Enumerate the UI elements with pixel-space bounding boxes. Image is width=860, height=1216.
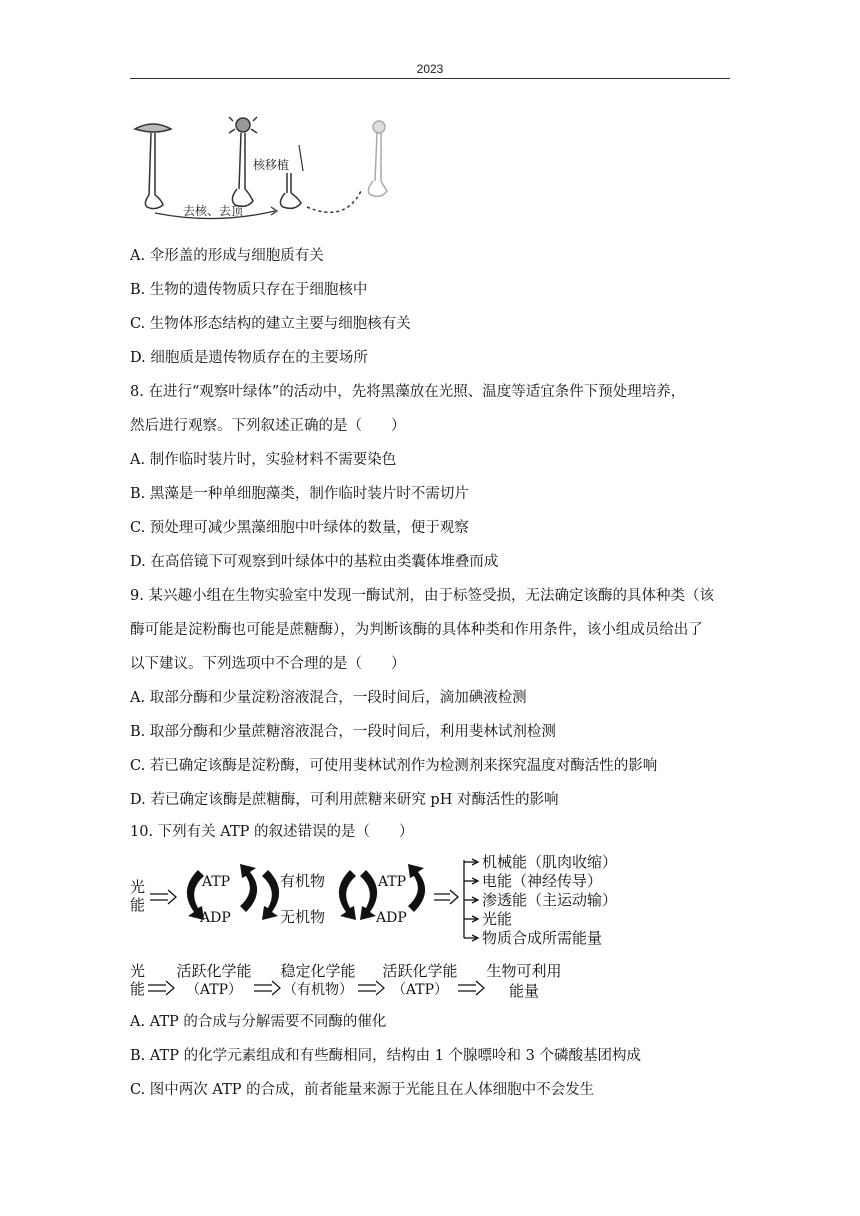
q10-option-a: A. ATP 的合成与分解需要不同酶的催化 (130, 1014, 387, 1030)
q10-option-b: B. ATP 的化学元素组成和有些酶相同，结构由 1 个腺嘌呤和 3 个磷酸基团构成 (130, 1048, 641, 1064)
fig2-stage2-top: 稳定化学能 (280, 962, 356, 980)
fig1-output-4: 光能 (482, 910, 513, 928)
q8-option-d: D. 在高倍镜下可观察到叶绿体中的基粒由类囊体堆叠而成 (130, 554, 499, 570)
remove-nucleus-label: 去核、去顶 (183, 204, 244, 218)
fig1-atp-right: ATP (378, 874, 407, 890)
atp-cycle-figure (128, 850, 648, 950)
q10-option-c: C. 图中两次 ATP 的合成，前者能量来源于光能且在人体细胞中不会发生 (130, 1082, 595, 1098)
q7-option-b: B. 生物的遗传物质只存在于细胞核中 (130, 282, 368, 298)
fig2-light-1: 光 (130, 962, 146, 980)
energy-flow-figure (128, 958, 608, 1010)
q9-option-b: B. 取部分酶和少量蔗糖溶液混合，一段时间后，利用斐林试剂检测 (130, 724, 556, 740)
fig1-inorganic: 无机物 (280, 908, 326, 926)
fig1-output-3: 渗透能（主运动输） (482, 891, 618, 909)
q9-option-c: C. 若已确定该酶是淀粉酶，可使用斐林试剂作为检测剂来探究温度对酶活性的影响 (130, 758, 658, 774)
fig2-light-2: 能 (130, 980, 146, 998)
page-header-year: 2023 (416, 62, 444, 76)
fig2-stage3-top: 活跃化学能 (382, 962, 458, 980)
fig2-stage4-bottom: 能量 (508, 982, 540, 1000)
fig2-stage1-bottom: （ATP） (185, 982, 243, 998)
q8-option-c: C. 预处理可减少黑藻细胞中叶绿体的数量，便于观察 (130, 520, 469, 536)
fig2-stage3-bottom: （ATP） (391, 982, 449, 998)
fig2-stage2-bottom: （有机物） (283, 982, 353, 998)
q7-option-c: C. 生物体形态结构的建立主要与细胞核有关 (130, 316, 411, 332)
transplant-label: 核移植 (253, 158, 290, 172)
fig1-adp-right: ADP (376, 910, 407, 926)
fig1-organic: 有机物 (280, 872, 326, 890)
q9-stem-line1: 9. 某兴趣小组在生物实验室中发现一酶试剂，由于标签受损，无法确定该酶的具体种类（该 (130, 588, 714, 604)
acetabularia-figure (125, 115, 405, 225)
q7-option-d: D. 细胞质是遗传物质存在的主要场所 (130, 350, 368, 366)
fig1-output-1: 机械能（肌肉收缩） (482, 853, 618, 871)
fig2-stage4-top: 生物可利用 (486, 962, 562, 980)
fig1-light-2: 能 (130, 896, 146, 914)
q8-option-b: B. 黑藻是一种单细胞藻类，制作临时装片时不需切片 (130, 486, 469, 502)
q8-option-a: A. 制作临时装片时，实验材料不需要染色 (130, 452, 397, 468)
q9-stem-line2: 酶可能是淀粉酶也可能是蔗糖酶），为判断该酶的具体种类和作用条件，该小组成员给出了 (130, 622, 703, 638)
fig1-atp-left: ATP (202, 874, 231, 890)
fig1-adp-left: ADP (200, 910, 231, 926)
q9-option-d: D. 若已确定该酶是蔗糖酶，可利用蔗糖来研究 pH 对酶活性的影响 (130, 792, 559, 808)
fig1-output-2: 电能（神经传导） (482, 872, 603, 890)
q9-stem-line3: 以下建议。下列选项中不合理的是（ ） (130, 656, 406, 672)
q8-stem-line1: 8. 在进行“观察叶绿体”的活动中，先将黑藻放在光照、温度等适宜条件下预处理培养， (130, 384, 686, 400)
fig1-light-1: 光 (130, 878, 146, 896)
q8-stem-line2: 然后进行观察。下列叙述正确的是（ ） (130, 418, 406, 434)
fig1-output-5: 物质合成所需能量 (482, 929, 603, 947)
header-divider (130, 78, 730, 79)
q9-option-a: A. 取部分酶和少量淀粉溶液混合，一段时间后，滴加碘液检测 (130, 690, 527, 706)
q10-stem: 10. 下列有关 ATP 的叙述错误的是（ ） (130, 824, 414, 840)
q7-option-a: A. 伞形盖的形成与细胞质有关 (130, 248, 324, 264)
fig2-stage1-top: 活跃化学能 (176, 962, 252, 980)
